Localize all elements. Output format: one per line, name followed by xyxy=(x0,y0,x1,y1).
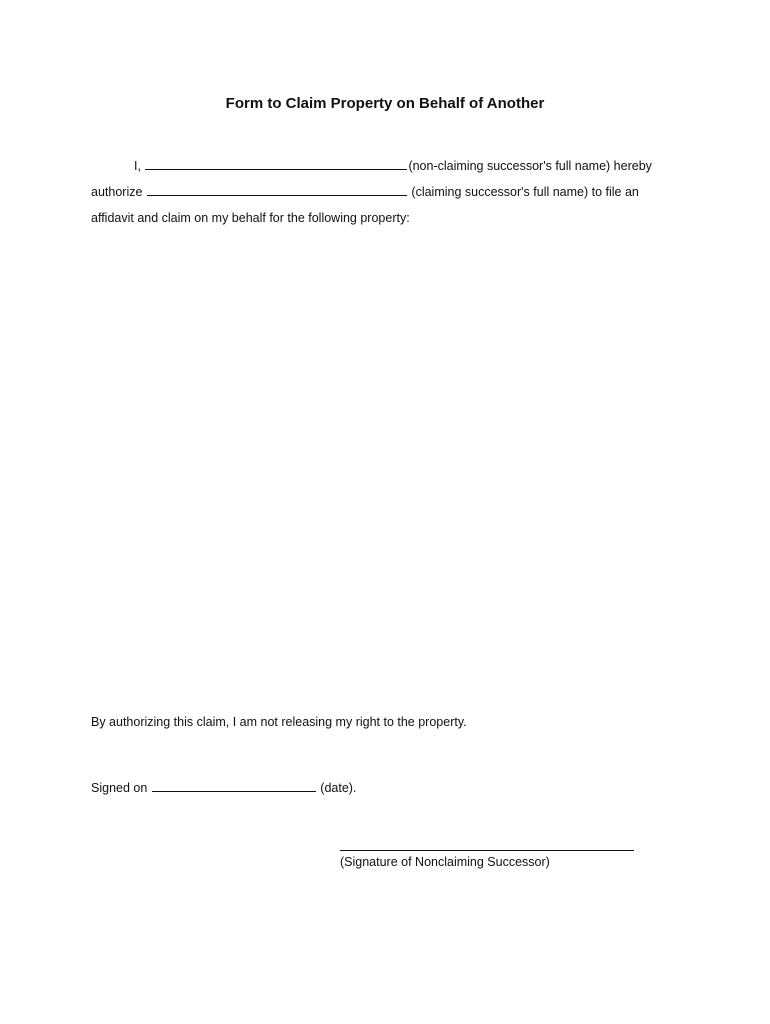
signature-line[interactable] xyxy=(340,850,634,851)
authorization-line-3: affidavit and claim on my behalf for the following property: xyxy=(91,211,410,225)
line1-prefix: I, xyxy=(134,159,141,173)
non-claiming-successor-name-field[interactable] xyxy=(145,157,407,170)
signed-on-suffix: (date). xyxy=(320,781,357,795)
signature-caption: (Signature of Nonclaiming Successor) xyxy=(340,855,550,869)
authorization-line-1 xyxy=(134,157,652,174)
signed-date-field[interactable] xyxy=(152,779,316,792)
claiming-successor-name-field[interactable] xyxy=(147,183,407,196)
line1-suffix: (non-claiming successor's full name) hereby xyxy=(408,159,652,173)
signed-on-prefix: Signed on xyxy=(91,781,148,795)
line2-suffix: (claiming successor's full name) to file an xyxy=(411,185,639,199)
rights-statement: By authorizing this claim, I am not releasing my right to the property. xyxy=(91,715,467,729)
signed-on-line xyxy=(91,779,356,796)
authorization-line-2 xyxy=(91,183,639,200)
page-title: Form to Claim Property on Behalf of Another xyxy=(225,95,545,112)
line2-prefix: authorize xyxy=(91,185,143,199)
